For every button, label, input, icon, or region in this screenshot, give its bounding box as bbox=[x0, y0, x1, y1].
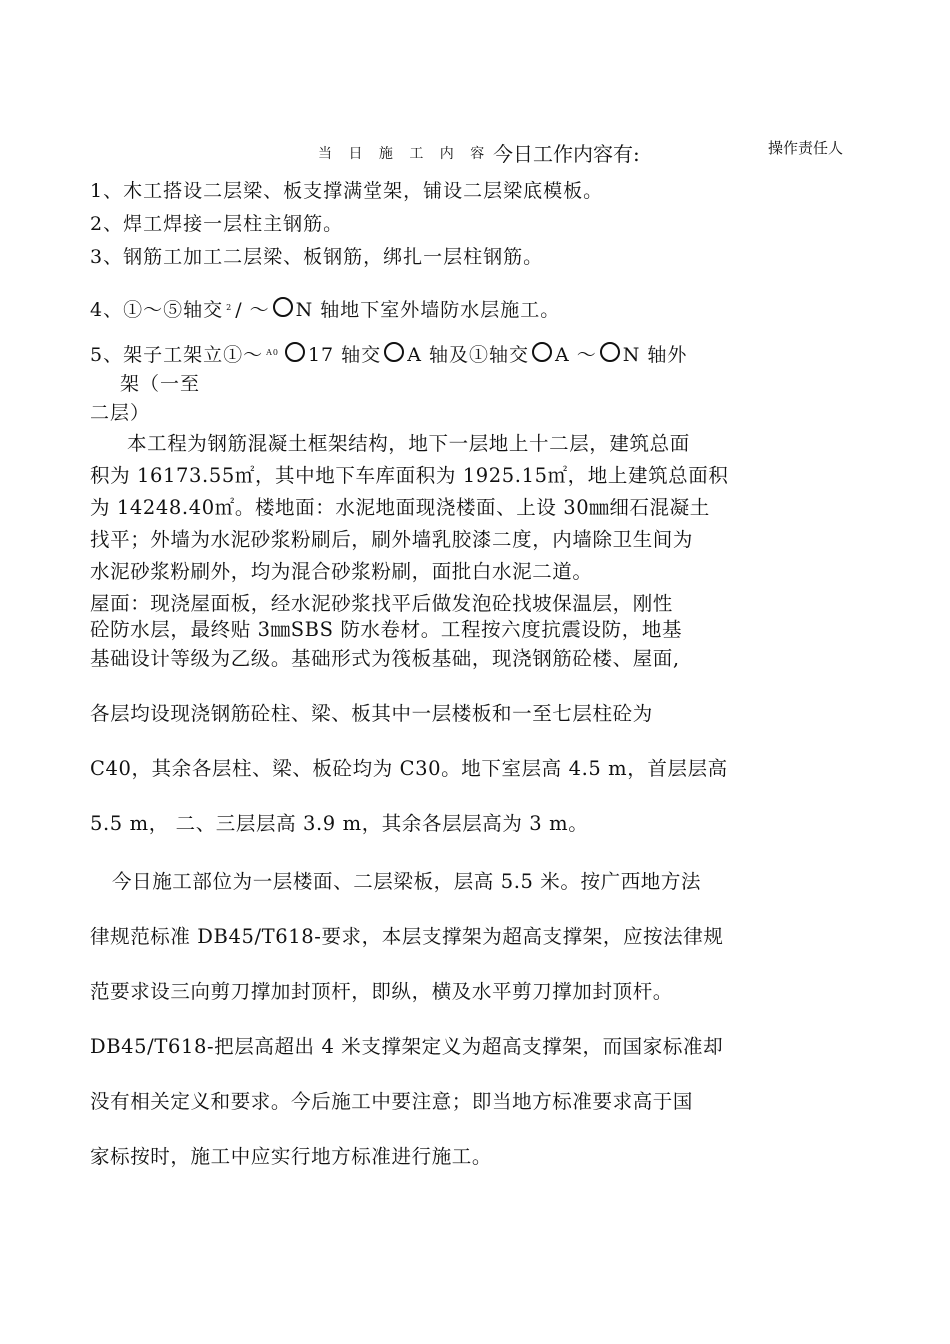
today-line: 律规范标准 DB45/T618-要求，本层支撑架为超高支撑架，应按法律规 bbox=[90, 925, 724, 948]
overview-line: 5.5 m， 二、三层层高 3.9 m，其余各层层高为 3 m。 bbox=[90, 812, 589, 835]
overview-line: 水泥砂浆粉刷外，均为混合砂浆粉刷，面批白水泥二道。 bbox=[90, 560, 593, 583]
section-label: 当 日 施 工 内 容 bbox=[318, 146, 491, 162]
overview-line: 各层均设现浇钢筋砼柱、梁、板其中一层楼板和一至七层柱砼为 bbox=[90, 702, 653, 725]
today-line: 家标按时，施工中应实行地方标准进行施工。 bbox=[90, 1145, 493, 1168]
today-line: 没有相关定义和要求。今后施工中要注意；即当地方标准要求高于国 bbox=[90, 1090, 694, 1113]
overview-line: 本工程为钢筋混凝土框架结构，地下一层地上十二层，建筑总面 bbox=[127, 432, 690, 455]
axis-circle-icon bbox=[532, 342, 552, 362]
task-5-part-a: 5、架子工架立①～ bbox=[90, 344, 264, 366]
task-4-part-a: 4、①～⑤轴交 bbox=[90, 299, 224, 321]
overview-line: C40，其余各层柱、梁、板砼均为 C30。地下室层高 4.5 m，首层层高 bbox=[90, 757, 728, 780]
task-5-continuation-2: 二层） bbox=[90, 402, 151, 424]
task-item-2: 2、焊工焊接一层柱主钢筋。 bbox=[90, 213, 344, 235]
task-5-part-b: 17 轴交 bbox=[307, 344, 382, 366]
task-5-continuation: 架（一至 bbox=[120, 373, 201, 395]
task-4-subscript: 2 bbox=[226, 303, 233, 312]
task-item-1: 1、木工搭设二层梁、板支撑满堂架，铺设二层梁底模板。 bbox=[90, 180, 604, 202]
task-item-5 bbox=[90, 340, 687, 367]
axis-circle-icon bbox=[600, 342, 620, 362]
overview-line: 砼防水层，最终贴 3㎜SBS 防水卷材。工程按六度抗震设防，地基 bbox=[90, 618, 683, 641]
task-4-part-b: / ～ bbox=[235, 299, 270, 321]
today-line: DB45/T618-把层高超出 4 米支撑架定义为超高支撑架，而国家标准却 bbox=[90, 1035, 724, 1058]
responsible-person-label: 操作责任人 bbox=[768, 139, 844, 157]
overview-line: 积为 16173.55㎡，其中地下车库面积为 1925.15㎡，地上建筑总面积 bbox=[90, 464, 729, 487]
task-5-part-e: N 轴外 bbox=[622, 344, 688, 366]
task-4-part-c: N 轴地下室外墙防水层施工。 bbox=[295, 299, 561, 321]
axis-circle-icon bbox=[285, 342, 305, 362]
task-5-part-c: A 轴及①轴交 bbox=[407, 344, 529, 366]
axis-circle-icon bbox=[384, 342, 404, 362]
page-title: 今日工作内容有: bbox=[493, 142, 640, 166]
overview-line: 屋面：现浇屋面板，经水泥砂浆找平后做发泡砼找坡保温层，刚性 bbox=[90, 592, 673, 615]
overview-line: 基础设计等级为乙级。基础形式为筏板基础，现浇钢筋砼楼、屋面, bbox=[90, 647, 680, 670]
today-line: 范要求设三向剪刀撑加封顶杆，即纵，横及水平剪刀撑加封顶杆。 bbox=[90, 980, 673, 1003]
overview-line: 为 14248.40㎡。楼地面：水泥地面现浇楼面、上设 30㎜细石混凝土 bbox=[90, 496, 710, 519]
overview-line: 找平；外墙为水泥砂浆粉刷后，刷外墙乳胶漆二度，内墙除卫生间为 bbox=[90, 528, 694, 551]
task-item-4 bbox=[90, 295, 560, 322]
axis-circle-icon bbox=[273, 297, 293, 317]
task-5-subscript: A0 bbox=[266, 348, 279, 357]
today-line: 今日施工部位为一层楼面、二层梁板，层高 5.5 米。按广西地方法 bbox=[112, 870, 702, 893]
task-5-part-d: A ～ bbox=[554, 344, 597, 366]
task-item-3: 3、钢筋工加工二层梁、板钢筋，绑扎一层柱钢筋。 bbox=[90, 246, 544, 268]
